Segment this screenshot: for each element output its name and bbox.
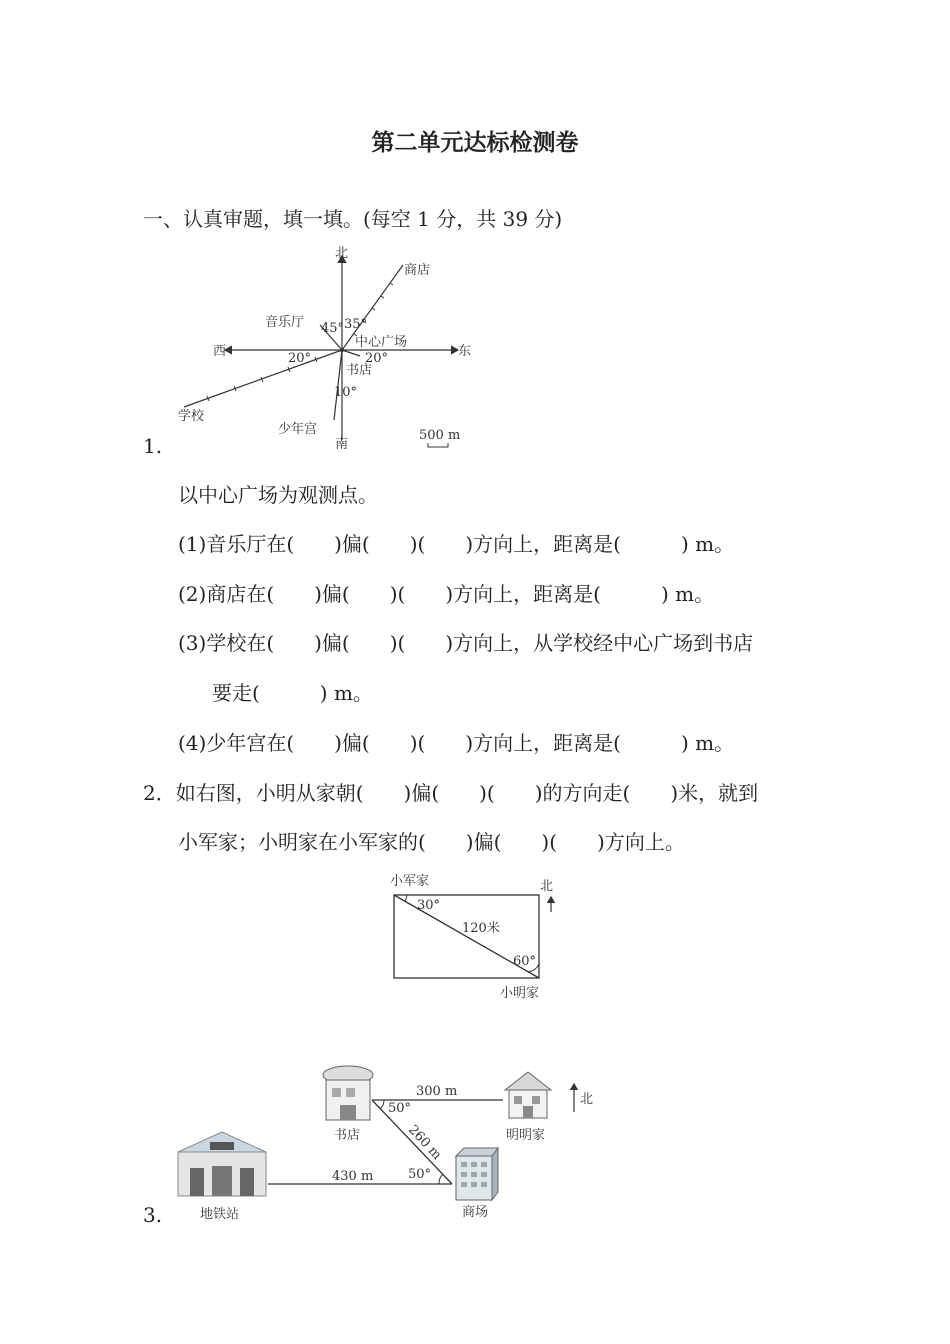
north-label: 北 (540, 879, 554, 894)
south-label: 南 (335, 437, 349, 452)
question-1-item-4: (4)少年宫在( )偏( )( )方向上，距离是( ) m。 (178, 731, 735, 755)
question-1-item-1: (1)音乐厅在( )偏( )( )方向上，距离是( ) m。 (178, 532, 735, 556)
xiaoming-label: 小明家 (500, 986, 540, 1001)
route-map (170, 1060, 600, 1225)
question-1-item-3: (3)学校在( )偏( )( )方向上，从学校经中心广场到书店 (178, 631, 754, 655)
angle-45-label: 45° (321, 321, 345, 336)
section-heading: 一、认真审题，填一填。(每空 1 分，共 39 分) (143, 207, 563, 231)
question-2-line-2: 小军家；小明家在小军家的( )偏( )( )方向上。 (178, 830, 685, 854)
question-3-number: 3. (143, 1203, 163, 1227)
angle-60-label: 60° (513, 954, 537, 969)
mingming-label: 明明家 (506, 1128, 546, 1143)
question-1-item-3-cont: 要走( ) m。 (212, 681, 373, 705)
question-1-number: 1. (143, 434, 163, 458)
bookstore-label: 书店 (334, 1128, 361, 1143)
youth-palace-label: 少年宫 (278, 422, 318, 437)
page-title: 第二单元达标检测卷 (371, 130, 579, 156)
question-2-line-1: 2．如右图，小明从家朝( )偏( )( )的方向走( )米，就到 (143, 781, 759, 805)
center-label: 中心广场 (355, 335, 408, 350)
angle-20-west-label: 20° (288, 351, 312, 366)
north-label: 北 (335, 246, 349, 261)
subway-label: 地铁站 (200, 1207, 240, 1222)
school-label: 学校 (178, 409, 205, 424)
east-label: 东 (458, 344, 472, 359)
music-hall-label: 音乐厅 (265, 315, 305, 330)
distance-label: 120米 (462, 921, 500, 936)
shop-label: 商店 (404, 263, 431, 278)
distance-300-label: 300 m (416, 1084, 458, 1099)
scale-bar (428, 443, 448, 447)
angle-30-label: 30° (417, 898, 441, 913)
north-label: 北 (580, 1092, 594, 1107)
mall-label: 商场 (462, 1205, 489, 1220)
rectangle-diagram (385, 866, 565, 1006)
angle-50-top-label: 50° (388, 1101, 412, 1116)
bookstore-ray (342, 350, 360, 356)
angle-10-label: 10° (334, 385, 358, 400)
xiaojun-label: 小军家 (390, 874, 430, 889)
subway-station-icon (178, 1132, 266, 1196)
angle-50-bottom-label: 50° (408, 1167, 432, 1182)
scale-label: 500 m (419, 428, 461, 443)
bookstore-icon (323, 1066, 373, 1120)
distance-430-label: 430 m (332, 1169, 374, 1184)
angle-20-east-label: 20° (365, 351, 389, 366)
mall-icon (456, 1148, 498, 1200)
west-label: 西 (213, 344, 227, 359)
question-1-intro: 以中心广场为观测点。 (178, 483, 378, 507)
mingming-house-icon (505, 1072, 551, 1118)
question-1-item-2: (2)商店在( )偏( )( )方向上，距离是( ) m。 (178, 582, 715, 606)
angle-35-label: 35° (344, 317, 368, 332)
bookstore-label: 书店 (346, 363, 373, 378)
compass-diagram (170, 240, 480, 455)
distance-260-label: 260 m (405, 1122, 445, 1163)
